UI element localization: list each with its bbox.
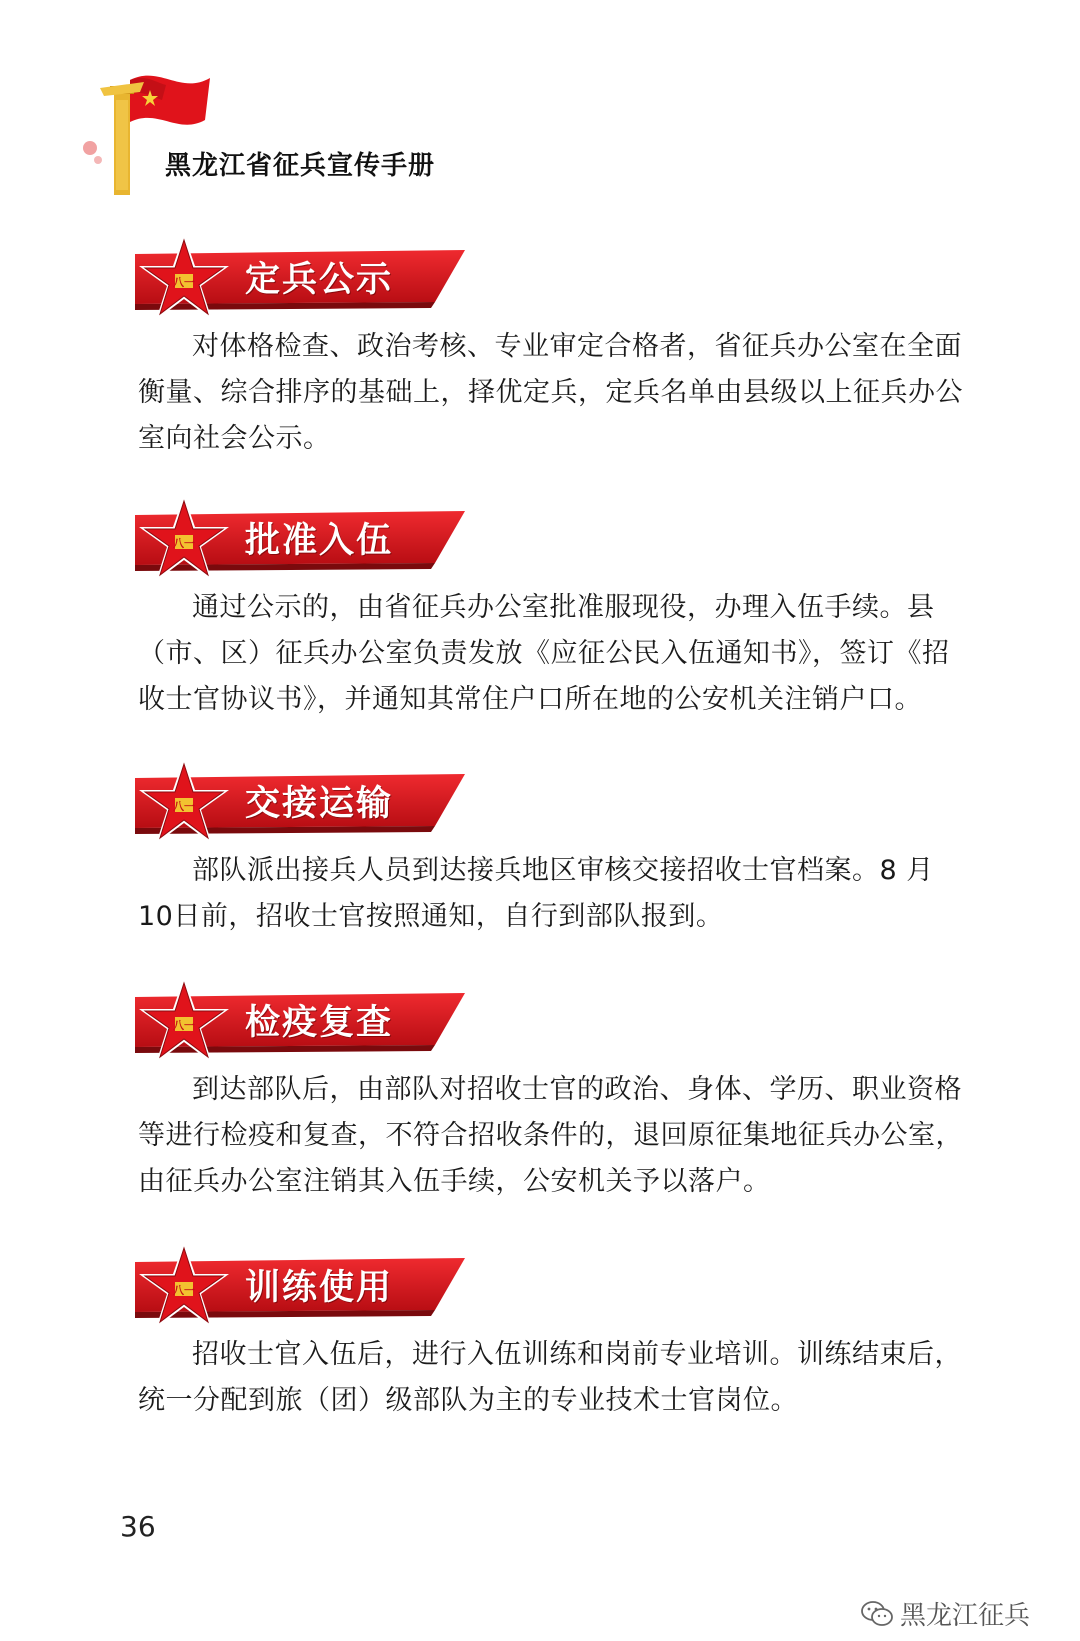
section-title: 定兵公示 <box>245 259 394 300</box>
svg-text:八一: 八一 <box>173 1284 195 1297</box>
section-title: 检疫复查 <box>245 1002 394 1043</box>
page-number: 36 <box>120 1510 156 1543</box>
wechat-watermark <box>860 1595 1030 1632</box>
red-star-icon <box>137 232 231 324</box>
section-title: 训练使用 <box>245 1267 394 1308</box>
red-star-icon <box>137 493 231 585</box>
section-banner <box>135 975 465 1067</box>
page-header <box>70 60 590 200</box>
section-title: 交接运输 <box>245 783 394 824</box>
svg-text:八一: 八一 <box>173 1019 195 1032</box>
section-banner <box>135 1240 465 1332</box>
red-star-icon <box>137 1240 231 1332</box>
svg-text:八一: 八一 <box>173 537 195 550</box>
section-body: 到达部队后，由部队对招收士官的政治、身体、学历、职业资格等进行检疫和复查，不符合招收条件的，退回原征集地征兵办公室，由征兵办公室注销其入伍手续，公安机关予以落户。 <box>138 1074 963 1197</box>
wechat-icon <box>860 1600 894 1628</box>
section-banner <box>135 756 465 848</box>
red-star-icon <box>137 975 231 1067</box>
section-banner <box>135 232 465 324</box>
watermark-text: 黑龙江征兵 <box>899 1601 1030 1631</box>
section-title: 批准入伍 <box>245 520 394 561</box>
svg-text:八一: 八一 <box>173 800 195 813</box>
section-body: 通过公示的，由省征兵办公室批准服现役，办理入伍手续。县（市、区）征兵办公室负责发放《应征公民入伍通知书》，签订《招收士官协议书》，并通知其常住户口所在地的公安机关注销户口。 <box>138 592 950 715</box>
svg-text:八一: 八一 <box>173 276 195 289</box>
red-star-icon <box>137 756 231 848</box>
section-banner <box>135 493 465 585</box>
section-body: 招收士官入伍后，进行入伍训练和岗前专业培训。训练结束后，统一分配到旅（团）级部队为主的专业技术士官岗位。 <box>138 1339 962 1416</box>
section-body: 对体格检查、政治考核、专业审定合格者，省征兵办公室在全面衡量、综合排序的基础上，择优定兵，定兵名单由县级以上征兵办公室向社会公示。 <box>138 331 963 454</box>
manual-title: 黑龙江省征兵宣传手册 <box>165 151 436 181</box>
section-body: 部队派出接兵人员到达接兵地区审核交接招收士官档案。8 月 10日前，招收士官按照通知，自行到部队报到。 <box>138 855 934 932</box>
